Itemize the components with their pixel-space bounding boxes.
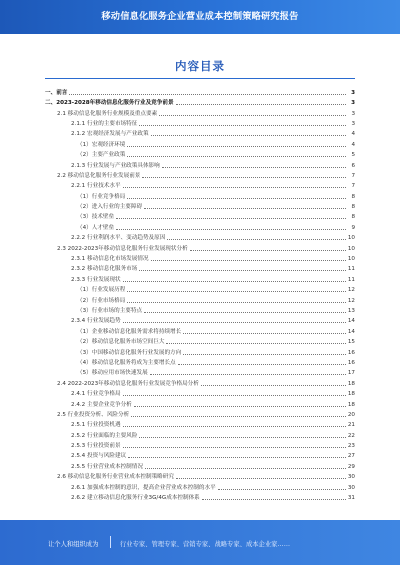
toc-entry[interactable] (45, 398, 355, 408)
toc-entry[interactable] (45, 273, 355, 283)
toc-entry[interactable] (45, 138, 355, 148)
toc-entry[interactable] (45, 128, 355, 138)
toc-entry-text: 2.4.2 主要企业竞争分析 (71, 401, 132, 408)
toc-entry-text: （5）移动应用市场快速发展 (77, 370, 148, 377)
toc-entry-text: 2.6 移动信息化服务行业营业成本控制策略研究 (57, 474, 174, 481)
toc-entry-text: 2.4.1 行业竞争格局 (71, 391, 121, 398)
toc-entry-text: 2.6.1 加强成本控制的意识，提高企业营业成本控制的水平 (71, 484, 216, 491)
toc-entry[interactable] (45, 304, 355, 314)
toc-page-number: 30 (347, 474, 355, 481)
toc-entry[interactable] (45, 180, 355, 190)
toc-entry-text: （2）行业市场格局 (77, 297, 126, 304)
toc-entry-text: （3）中国移动信息化服务行业发展的方向 (77, 349, 182, 356)
toc-entry[interactable] (45, 294, 355, 304)
toc-entry[interactable] (45, 460, 355, 470)
toc-entry[interactable] (45, 450, 355, 460)
toc-entry-text: （2）主要产业政策 (77, 152, 126, 159)
toc-page-number: 7 (351, 172, 355, 179)
toc-entry[interactable] (45, 169, 355, 179)
toc-leader-dots (218, 489, 346, 490)
toc-entry-text: 2.3.2 移动信息化服务市场 (71, 266, 138, 273)
toc-entry-text: 二、2023-2028年移动信息化服务行业及竞争前景 (45, 100, 174, 107)
toc-entry[interactable] (45, 283, 355, 293)
toc-leader-dots (123, 426, 346, 427)
toc-leader-dots (190, 250, 346, 251)
report-title: 移动信息化服务企业营业成本控制策略研究报告 (101, 11, 299, 22)
toc-page-number: 16 (347, 349, 355, 356)
toc-page-number: 31 (347, 495, 355, 502)
toc-page-number: 5 (351, 152, 355, 159)
table-of-contents (45, 86, 355, 502)
toc-page-number: 14 (347, 328, 355, 335)
toc-page-number: 8 (351, 214, 355, 221)
toc-entry[interactable] (45, 221, 355, 231)
toc-leader-dots (127, 302, 346, 303)
toc-leader-dots (178, 364, 346, 365)
toc-entry-text: 2.1.3 行业发展与产业政策具体影响 (71, 162, 160, 169)
toc-leader-dots (127, 146, 346, 147)
toc-entry[interactable] (45, 408, 355, 418)
toc-entry[interactable] (45, 107, 355, 117)
toc-page-number: 4 (351, 141, 355, 148)
toc-entry-text: （4）移动信息化服务将成为主要增长点 (77, 359, 176, 366)
toc-leader-dots (123, 447, 346, 448)
toc-page-number: 18 (347, 380, 355, 387)
toc-entry-text: 2.1 移动信息化服务行业规模及重点要素 (57, 110, 158, 117)
toc-leader-dots (139, 437, 346, 438)
toc-page-number: 29 (347, 463, 355, 470)
toc-page-number: 14 (347, 318, 355, 325)
toc-page-number: 20 (347, 411, 355, 418)
toc-entry[interactable] (45, 86, 355, 96)
toc-leader-dots (116, 229, 346, 230)
toc-page-number: 23 (347, 443, 355, 450)
footer-slogan: 让个人和组织成为 (48, 541, 99, 548)
toc-leader-dots (167, 239, 346, 240)
toc-leader-dots (176, 104, 346, 105)
toc-page-number: 3 (351, 89, 355, 96)
toc-leader-dots (151, 135, 346, 136)
toc-entry-text: 2.3.1 移动信息化市场发展情况 (71, 256, 149, 263)
toc-leader-dots (151, 260, 346, 261)
toc-entry-text: 2.5 行业投资分析、风险分析 (57, 411, 130, 418)
toc-leader-dots (127, 156, 346, 157)
toc-entry[interactable] (45, 231, 355, 241)
toc-entry[interactable] (45, 159, 355, 169)
toc-entry[interactable] (45, 325, 355, 335)
toc-entry[interactable] (45, 190, 355, 200)
toc-leader-dots (123, 395, 346, 396)
toc-entry[interactable] (45, 335, 355, 345)
toc-page-number: 10 (347, 235, 355, 242)
toc-entry-text: （2）移动信息化服务市场空间巨大 (77, 339, 165, 346)
toc-heading: 内容目录 (175, 59, 225, 73)
toc-entry-text: 2.5.4 投资与风险建议 (71, 453, 127, 460)
toc-page-number: 12 (347, 287, 355, 294)
toc-entry[interactable] (45, 356, 355, 366)
toc-leader-dots (159, 115, 346, 116)
toc-leader-dots (150, 374, 346, 375)
toc-entry[interactable] (45, 429, 355, 439)
toc-leader-dots (123, 281, 346, 282)
toc-leader-dots (123, 187, 346, 188)
toc-leader-dots (139, 125, 346, 126)
toc-page-number: 9 (351, 224, 355, 231)
toc-page-number: 7 (351, 183, 355, 190)
toc-leader-dots (128, 457, 346, 458)
toc-entry-text: 2.2.2 行业利润水平、变动趋势及原因 (71, 235, 166, 242)
toc-entry-text: （3）行业市场的主要特点 (77, 308, 143, 314)
toc-entry-text: 2.3.4 行业发展趋势 (71, 318, 121, 325)
toc-page-number: 17 (347, 370, 355, 377)
toc-leader-dots (202, 499, 346, 500)
toc-page-number: 12 (347, 297, 355, 304)
toc-entry[interactable] (45, 96, 355, 106)
toc-entry[interactable] (45, 263, 355, 273)
toc-entry-text: 2.5.1 行业投资机遇 (71, 422, 121, 429)
toc-page-number: 11 (347, 276, 355, 283)
toc-entry-text: 2.5.5 行业营业成本控制情况 (71, 463, 143, 470)
toc-entry[interactable] (45, 439, 355, 449)
toc-entry-text: 2.2.1 行业技术水平 (71, 183, 121, 190)
toc-page-number: 10 (347, 256, 355, 263)
toc-page-number: 21 (347, 422, 355, 429)
toc-leader-dots (127, 291, 346, 292)
toc-entry-text: 2.1.1 行业的主要市场特征 (71, 120, 138, 127)
toc-leader-dots (183, 333, 346, 334)
toc-leader-dots (166, 343, 346, 344)
toc-entry[interactable] (45, 211, 355, 221)
toc-page-number: 11 (347, 266, 355, 273)
toc-entry-text: （1）行业竞争格局 (77, 193, 126, 200)
toc-entry-text: 2.1.2 宏观经济发展与产业政策 (71, 131, 149, 138)
toc-entry-text: 2.4 2022-2023年移动信息化服务行业发展竞争格局分析 (57, 380, 199, 387)
toc-entry-text: 2.2 移动信息化服务行业发展前景 (57, 172, 141, 179)
toc-page-number: 18 (347, 391, 355, 398)
toc-entry-text: （2）进入行业的主要障碍 (77, 204, 143, 211)
footer-tagline: 行业专家、管理专家、营销专家、战略专家、成本企业家…… (120, 541, 291, 548)
toc-entry[interactable] (45, 470, 355, 480)
toc-entry-text: 一、前言 (45, 89, 68, 96)
toc-leader-dots (162, 167, 346, 168)
toc-leader-dots (183, 354, 346, 355)
toc-page-number: 3 (351, 110, 355, 117)
toc-leader-dots (176, 478, 346, 479)
toc-entry-text: 2.5.2 行业面临的主要风险 (71, 432, 138, 439)
toc-divider (45, 78, 355, 79)
toc-entry-text: （1）宏观经济环境 (77, 141, 126, 148)
toc-page-number: 16 (347, 359, 355, 366)
toc-page-number: 27 (347, 453, 355, 460)
toc-entry[interactable] (45, 481, 355, 491)
toc-page-number: 13 (347, 308, 355, 314)
toc-entry[interactable] (45, 346, 355, 356)
toc-page-number: 3 (351, 100, 355, 107)
report-footer (0, 520, 400, 565)
toc-leader-dots (134, 406, 346, 407)
toc-page-number: 4 (351, 131, 355, 138)
toc-entry[interactable] (45, 315, 355, 325)
toc-entry[interactable] (45, 242, 355, 252)
toc-page-number: 30 (347, 484, 355, 491)
toc-entry-text: 2.6.2 建立移动信息化服务行业3G/4G成本控制体系 (71, 495, 200, 502)
toc-page-number: 15 (347, 339, 355, 346)
toc-entry[interactable] (45, 419, 355, 429)
toc-page-number: 10 (347, 245, 355, 252)
toc-page-number: 22 (347, 432, 355, 439)
toc-leader-dots (131, 416, 346, 417)
toc-entry-text: （4）人才壁垒 (77, 224, 115, 231)
toc-entry-text: 2.5.3 行业投资前景 (71, 443, 121, 450)
toc-leader-dots (142, 177, 346, 178)
toc-entry[interactable] (45, 377, 355, 387)
toc-leader-dots (139, 270, 346, 271)
toc-leader-dots (69, 94, 346, 95)
toc-entry-text: （3）技术壁垒 (77, 214, 115, 221)
toc-page-number: 6 (351, 162, 355, 169)
toc-entry[interactable] (45, 491, 355, 501)
toc-leader-dots (127, 198, 346, 199)
toc-entry[interactable] (45, 367, 355, 377)
toc-entry[interactable] (45, 200, 355, 210)
toc-entry-text: 2.3 2022-2023年移动信息化服务行业发展现状分析 (57, 245, 188, 252)
toc-entry[interactable] (45, 117, 355, 127)
toc-entry[interactable] (45, 252, 355, 262)
report-header (0, 0, 400, 34)
toc-page-number: 3 (351, 120, 355, 127)
toc-leader-dots (123, 322, 346, 323)
toc-leader-dots (116, 218, 346, 219)
toc-leader-dots (201, 385, 346, 386)
toc-entry-text: 2.3.3 行业发展现状 (71, 276, 121, 283)
toc-entry-text: （1）企业移动信息化服务需求将持续增长 (77, 328, 182, 335)
toc-entry[interactable] (45, 148, 355, 158)
toc-leader-dots (145, 468, 346, 469)
toc-page-number: 8 (351, 204, 355, 211)
footer-divider (110, 536, 111, 548)
toc-leader-dots (144, 208, 346, 209)
toc-entry-text: （1）行业发展历程 (77, 287, 126, 294)
toc-page-number: 18 (347, 401, 355, 408)
toc-leader-dots (144, 312, 346, 313)
toc-entry[interactable] (45, 387, 355, 397)
toc-page-number: 8 (351, 193, 355, 200)
